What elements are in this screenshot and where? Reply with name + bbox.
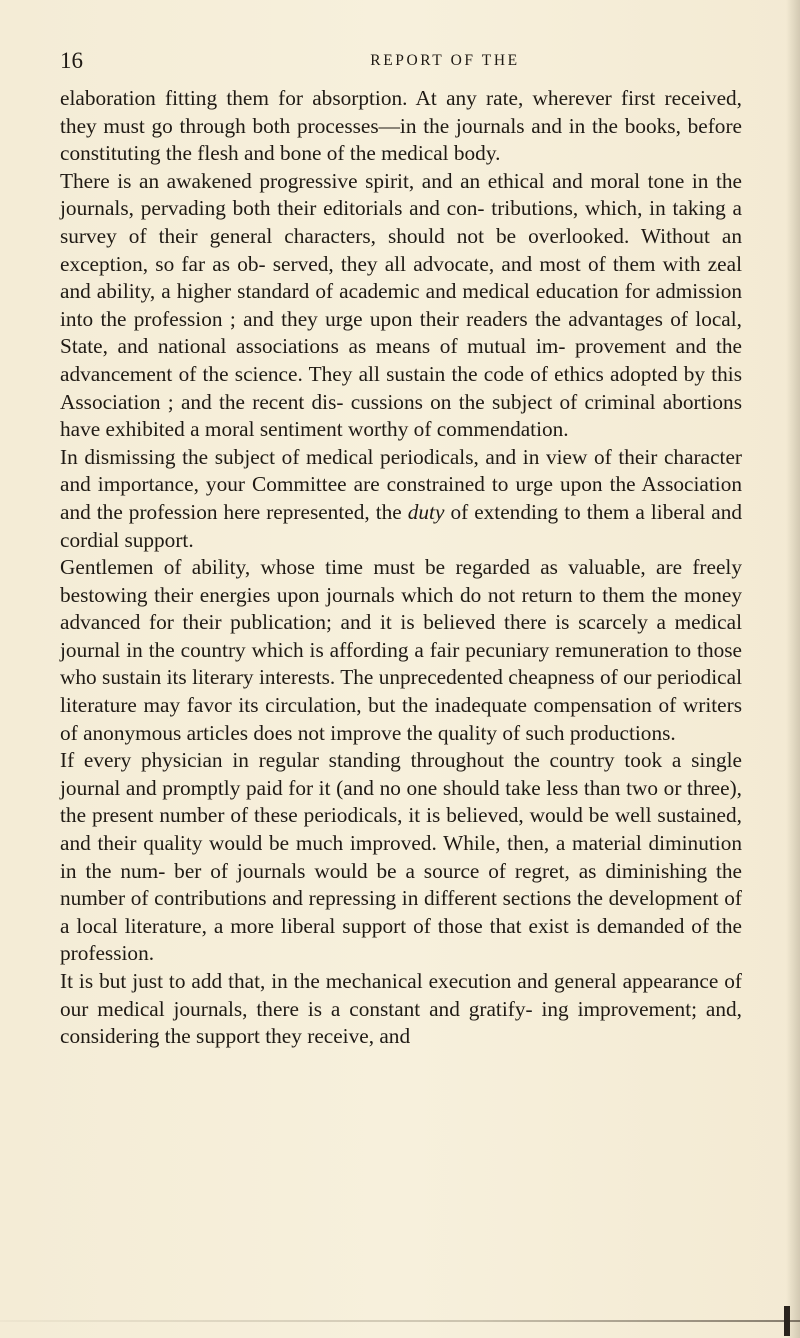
page-number: 16 (60, 48, 83, 73)
paragraph: It is but just to add that, in the mechanical execution and general appearance of our medical journals, there is a constant and gratify- ing improvement; and, considering the support they receive, and (60, 969, 742, 1049)
page-edge-shadow (786, 0, 800, 1338)
paragraph (60, 444, 742, 554)
paragraph: Gentlemen of ability, whose time must be regarded as valuable, are freely bestowing their energies upon journals which do not return to them the money advanced for their publication; and it is believed there is scarcely a medical journal in the country which is affording a fair pecuniary remuneration to those who sustain its literary interests. The unprecedented cheapness of our periodical literature may favor its circulation, but the inadequate compensation of writers of anonymous articles does not improve the quality of such productions. (60, 555, 742, 745)
running-head: REPORT OF THE (370, 52, 520, 69)
body-text (60, 85, 742, 1051)
paragraph: There is an awakened progressive spirit, and an ethical and moral tone in the journals, pervading both their editorials and con- tributions, which, in taking a survey of their general characters, should not be overlooked. Without an exception, so far as ob- served, they all advocate, and most of them with zeal and ability, a higher standard of academic and medical education for admission into the profession ; and they urge upon their readers the advantages of local, State, and national associations as means of mutual im- provement and the advancement of the science. They all sustain the code of ethics adopted by this Association ; and the recent dis- cussions on the subject of criminal abortions have exhibited a moral sentiment worthy of commendation. (60, 168, 742, 442)
page-header (60, 46, 740, 76)
page-bottom-edge (0, 1320, 800, 1322)
paragraph: elaboration fitting them for absorption. At any rate, wherever first received, they must go through both processes—in the journals and in the books, before constituting the flesh and bone of the medical body. (60, 86, 742, 166)
paragraph: If every physician in regular standing throughout the country took a single journal and promptly paid for it (and no one should take less than two or three), the present number of these periodicals, it is believed, would be well sustained, and their quality would be much improved. While, then, a material diminution in the num- ber of journals would be a source of regret, as diminishing the number of contributions and repressing in different sections the development of a local literature, a more liberal support of those that exist is demanded of the profession. (60, 748, 742, 966)
paragraph-text: of extending to them a liberal and cordial support. (60, 499, 743, 552)
emphasized-word: duty (407, 499, 445, 524)
paragraph-text: In dismissing the subject of medical periodicals, and in view of their character and importance, your Committee are constrained to urge upon the Association and the profession here represented, the (60, 444, 742, 524)
